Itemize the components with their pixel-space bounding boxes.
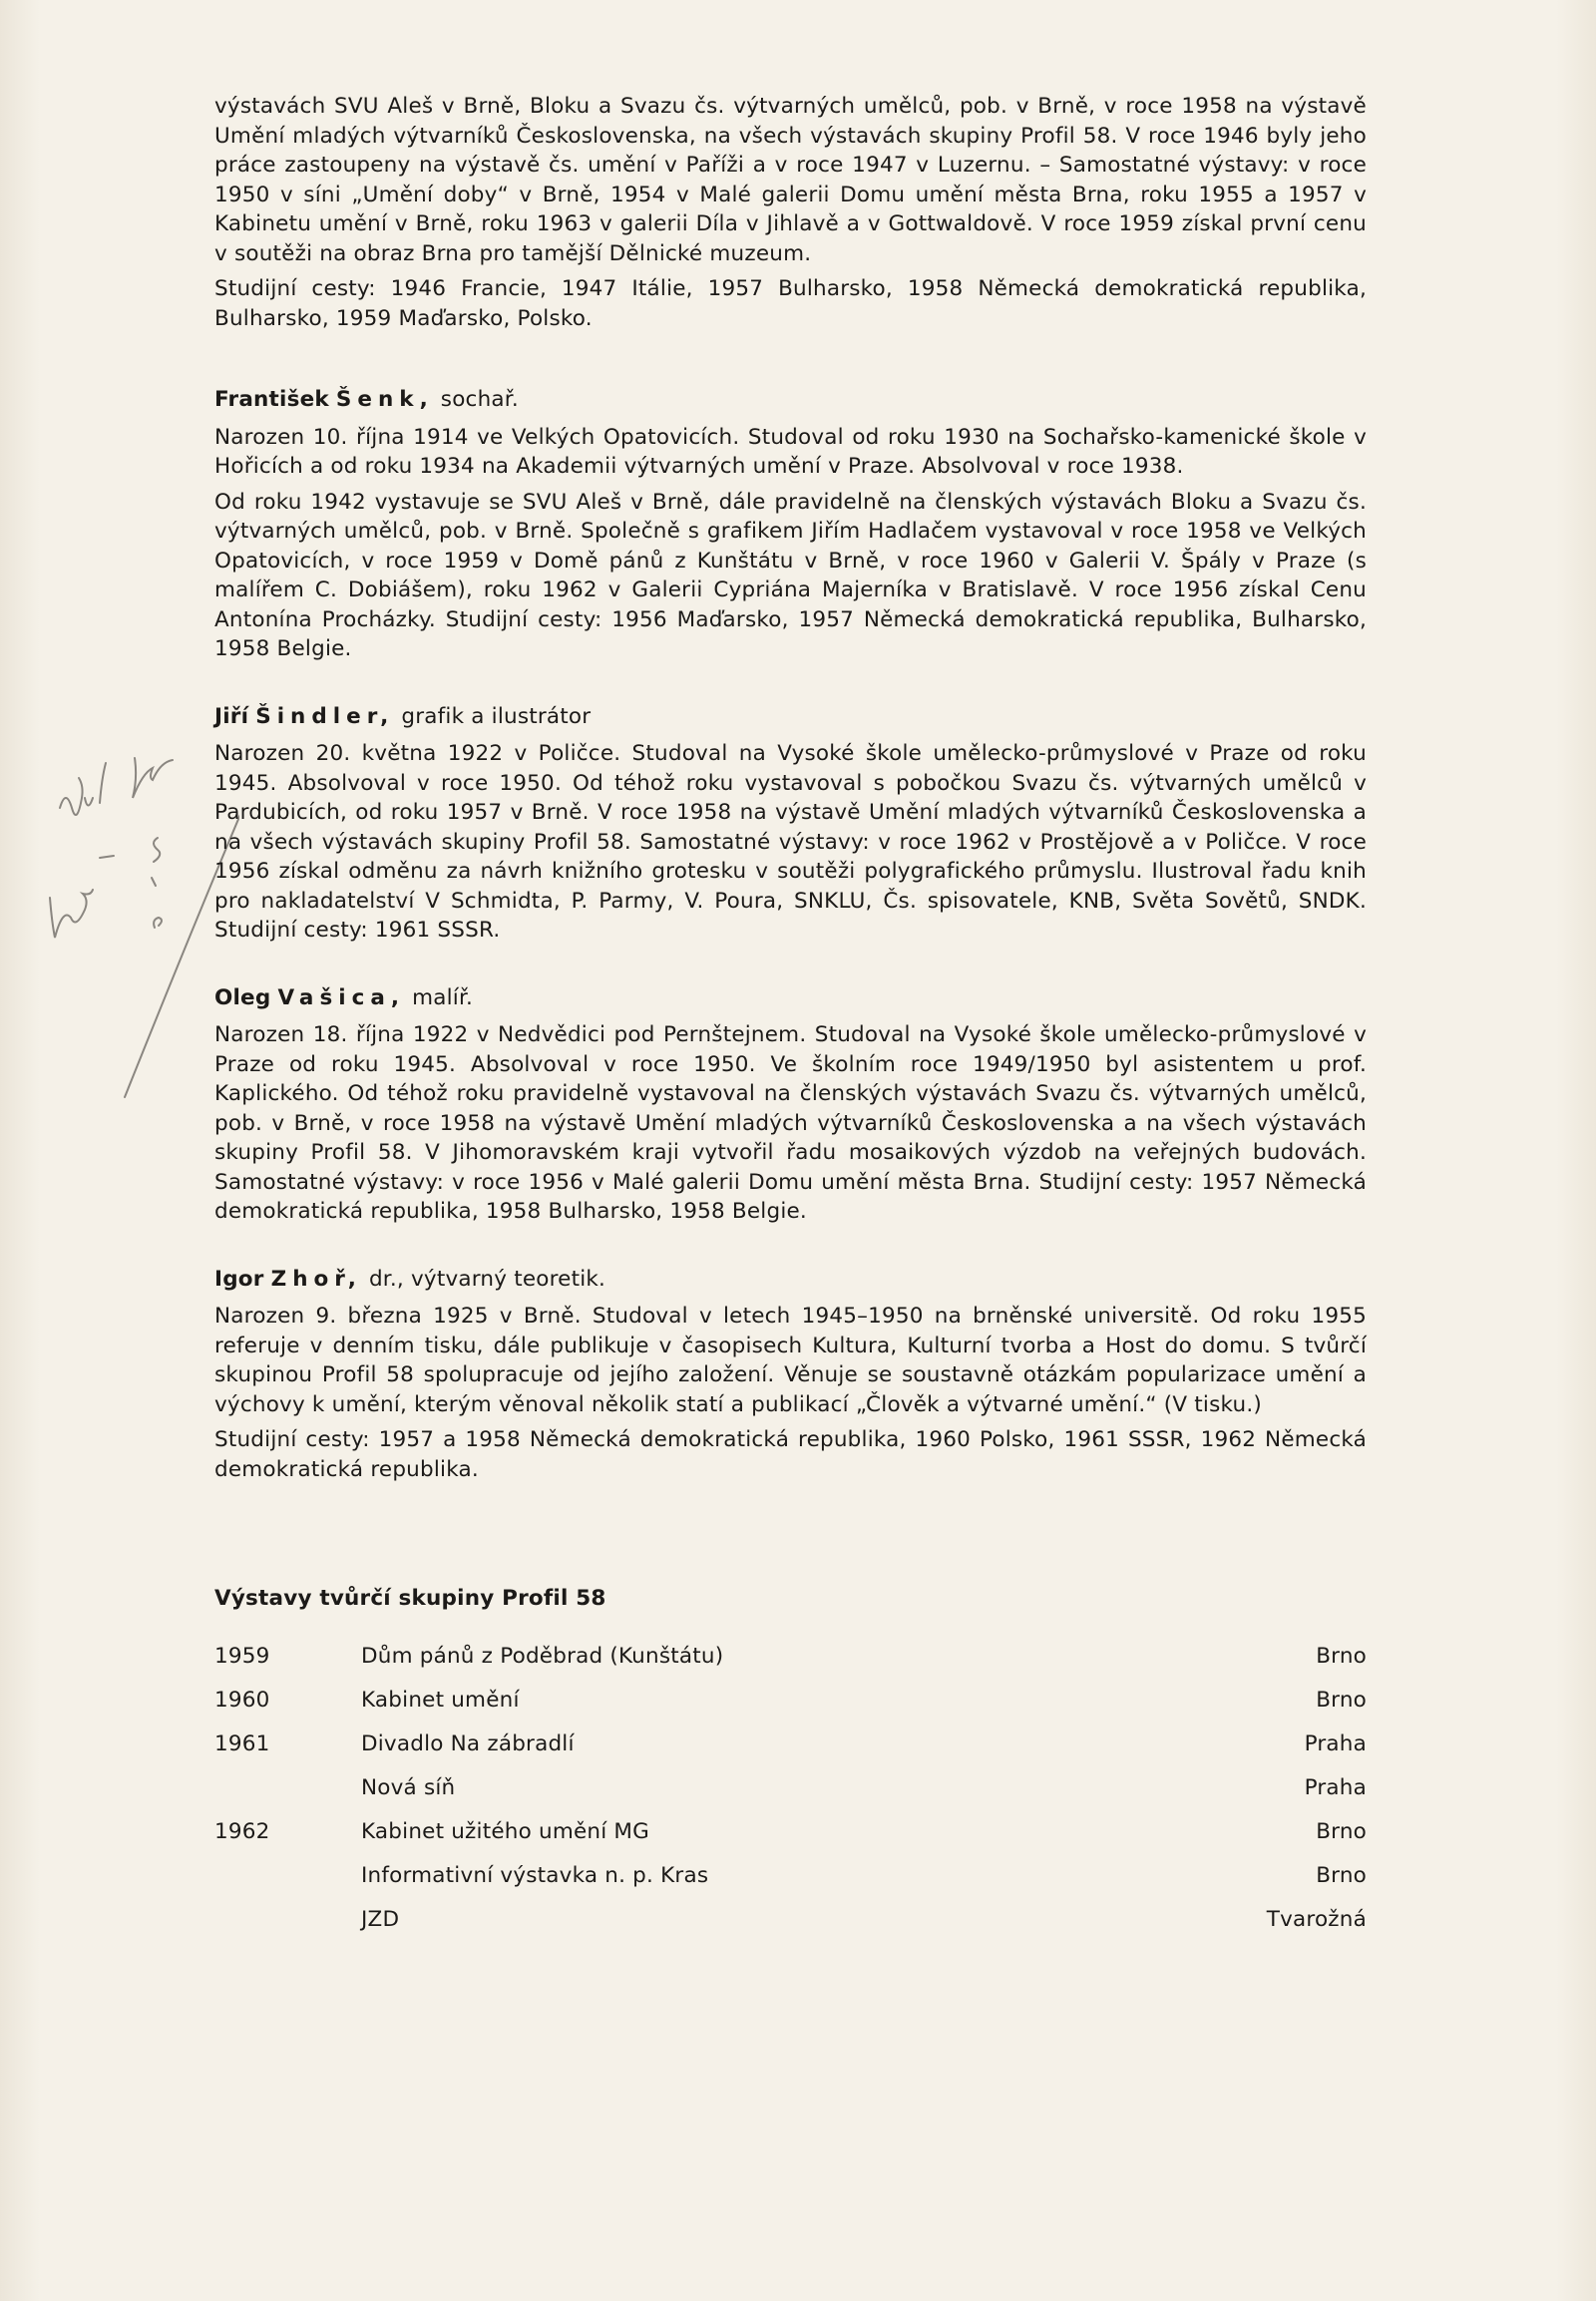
role: grafik a ilustrátor xyxy=(401,703,592,729)
surname: Vašica, xyxy=(277,984,406,1010)
venue-cell: Kabinet užitého umění MG xyxy=(361,1818,650,1844)
role: dr., výtvarný teoretik. xyxy=(368,1266,606,1292)
table-row xyxy=(214,1773,1367,1817)
year-cell xyxy=(214,1773,361,1817)
entry-heading xyxy=(214,385,1367,415)
surname: Zhoř, xyxy=(270,1266,362,1292)
city-cell: Praha xyxy=(1304,1730,1367,1756)
table-row xyxy=(214,1729,1367,1773)
first-name: František xyxy=(214,387,329,412)
table-row xyxy=(214,1642,1367,1686)
entry-paragraph: Narozen 18. října 1922 v Nedvědici pod Pernštejnem. Studoval na Vysoké škole umělecko-průmyslové v Praze od roku 1945. Absolvoval v roce 1950. Ve školním roce 1949/1950 byl asistentem u prof. Kaplického. Od téhož roku pravidelně vystavoval na členských výstavách Svazu čs. výtvarných umělců, pob. v Brně, v roce 1958 na výstavě Umění mladých výtvarníků Československa a na všech výstavách skupiny Profil 58. V Jihomoravském kraji vytvořil řadu mosaikových výzdob na veřejných budovách. Samostatné výstavy: v roce 1956 v Malé galerii Domu umění města Brna. Studijní cesty: 1957 Německá demokratická republika, 1958 Bulharsko, 1958 Belgie. xyxy=(214,1022,1367,1224)
venue-cell: JZD xyxy=(361,1906,400,1932)
entry-zhor xyxy=(214,1265,1367,1485)
intro-paragraph: výstavách SVU Aleš v Brně, Bloku a Svazu čs. výtvarných umělců, pob. v Brně, v roce 1958 na výstavě Umění mladých výtvarníků Československa, na všech výstavách skupiny Profil 58. V roce 1946 byly jeho práce zastoupeny na výstavě čs. umění v Paříži a v roce 1947 v Luzernu. – Samostatné výstavy: v roce 1950 v síni „Umění doby“ v Brně, 1954 v Malé galerii Domu umění města Brna, roku 1955 a 1957 v Kabinetu umění v Brně, roku 1963 v galerii Díla v Jihlavě a v Gottwaldově. V roce 1959 získal první cenu v soutěži na obraz Brna pro tamější Dělnické muzeum. xyxy=(214,94,1367,266)
table-row xyxy=(214,1817,1367,1861)
table-row xyxy=(214,1686,1367,1729)
year-cell: 1959 xyxy=(214,1643,270,1669)
table-row xyxy=(214,1905,1367,1949)
first-name: Jiří xyxy=(214,703,249,729)
city-cell: Brno xyxy=(1316,1687,1367,1713)
venue-cell: Nová síň xyxy=(361,1774,456,1800)
year-cell xyxy=(214,1861,361,1905)
role: malíř. xyxy=(412,984,474,1010)
table-row xyxy=(214,1861,1367,1905)
surname: Šenk, xyxy=(335,387,434,412)
entry-senk xyxy=(214,385,1367,664)
intro-section xyxy=(214,92,1367,333)
entry-paragraph: Studijní cesty: 1957 a 1958 Německá demokratická republika, 1960 Polsko, 1961 SSSR, 1962 Německá demokratická republika. xyxy=(214,1427,1367,1482)
city-cell: Brno xyxy=(1316,1862,1367,1888)
role: sochař. xyxy=(440,387,519,412)
venue-cell: Divadlo Na zábradlí xyxy=(361,1730,575,1756)
entry-heading xyxy=(214,702,1367,732)
first-name: Igor xyxy=(214,1266,264,1292)
entry-heading xyxy=(214,1265,1367,1295)
city-cell: Tvarožná xyxy=(1266,1906,1367,1932)
city-cell: Brno xyxy=(1316,1643,1367,1669)
exhibitions-title: Výstavy tvůrčí skupiny Profil 58 xyxy=(214,1586,606,1611)
year-cell: 1960 xyxy=(214,1687,270,1713)
entry-paragraph: Narozen 9. března 1925 v Brně. Studoval v letech 1945–1950 na brněnské universitě. Od roku 1955 referuje v denním tisku, dále publikuje v časopisech Kultura, Kulturní tvorba a Host do domu. S tvůrčí skupinou Profil 58 spolupracuje od jejího založení. Věnuje se soustavně otázkám popularizace umění a výchovy k umění, kterým věnoval několik statí a publikací „Člověk a výtvarné umění.“ (V tisku.) xyxy=(214,1304,1367,1417)
surname: Šindler, xyxy=(255,703,395,729)
entry-heading xyxy=(214,983,1367,1013)
city-cell: Brno xyxy=(1316,1818,1367,1844)
year-cell xyxy=(214,1905,361,1949)
first-name: Oleg xyxy=(214,984,271,1010)
entry-sindler xyxy=(214,702,1367,946)
venue-cell: Informativní výstavka n. p. Kras xyxy=(361,1862,709,1888)
city-cell: Praha xyxy=(1304,1774,1367,1800)
entry-paragraph: Narozen 10. října 1914 ve Velkých Opatovicích. Studoval od roku 1930 na Sochařsko-kamenické škole v Hořicích a od roku 1934 na Akademii výtvarných umění v Praze. Absolvoval v roce 1938. xyxy=(214,424,1367,479)
entry-paragraph: Narozen 20. května 1922 v Poličce. Studoval na Vysoké škole umělecko-průmyslové v Praze od roku 1945. Absolvoval v roce 1950. Od téhož roku vystavoval s pobočkou Svazu čs. výtvarných umělců v Pardubicích, od roku 1957 v Brně. V roce 1958 na výstavě Umění mladých výtvarníků Československa a na všech výstavách skupiny Profil 58. Samostatné výstavy: v roce 1962 v Prostějově a v Poličce. V roce 1956 získal odměnu za návrh knižního grotesku v soutěži polygrafického průmyslu. Ilustroval řadu knih pro nakladatelství V Schmidta, P. Parmy, V. Poura, SNKLU, Čs. spisovatele, KNB, Světa Sovětů, SNDK. Studijní cesty: 1961 SSSR. xyxy=(214,741,1367,943)
year-cell: 1962 xyxy=(214,1818,270,1844)
venue-cell: Dům pánů z Poděbrad (Kunštátu) xyxy=(361,1643,724,1669)
venue-cell: Kabinet umění xyxy=(361,1687,520,1713)
year-cell: 1961 xyxy=(214,1730,270,1756)
document-body xyxy=(214,92,1367,1949)
intro-travel-paragraph: Studijní cesty: 1946 Francie, 1947 Itálie, 1957 Bulharsko, 1958 Německá demokratická republika, Bulharsko, 1959 Maďarsko, Polsko. xyxy=(214,276,1367,331)
entry-paragraph: Od roku 1942 vystavuje se SVU Aleš v Brně, dále pravidelně na členských výstavách Bloku a Svazu čs. výtvarných umělců, pob. v Brně. Společně s grafikem Jiřím Hadlačem vystavoval v roce 1958 ve Velkých Opatovicích, v roce 1959 v Domě pánů z Kunštátu v Brně, v roce 1960 v Galerii V. Špály v Praze (s malířem C. Dobiášem), roku 1962 v Galerii Cypriána Majerníka v Bratislavě. V roce 1956 získal Cenu Antonína Procházky. Studijní cesty: 1956 Maďarsko, 1957 Německá demokratická republika, Bulharsko, 1958 Belgie. xyxy=(214,489,1367,661)
entry-vasica xyxy=(214,983,1367,1227)
exhibitions-table xyxy=(214,1642,1367,1949)
